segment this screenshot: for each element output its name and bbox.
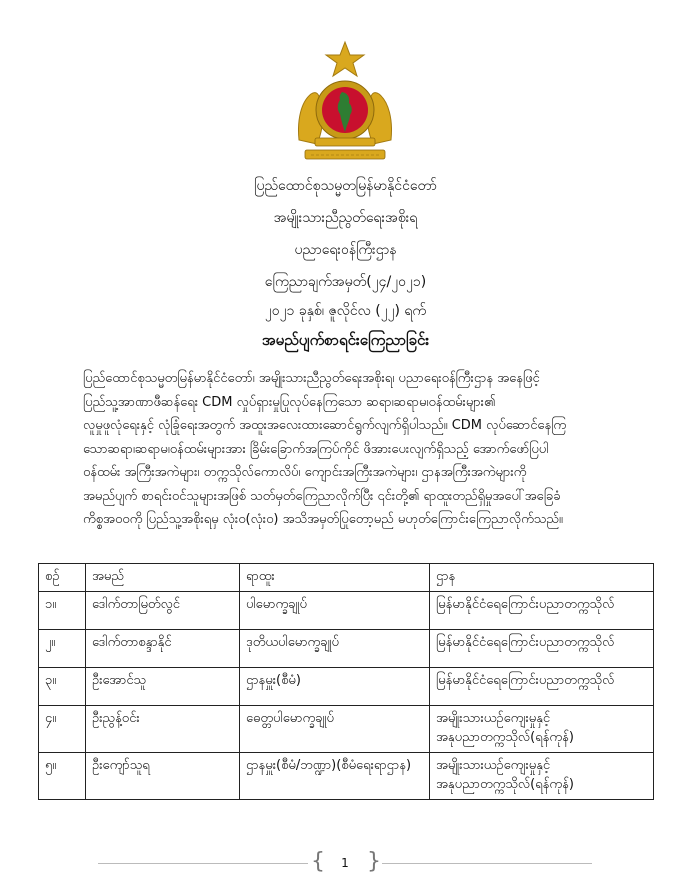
department-line: အမျိုးသားယဉ်ကျေးမှုနှင့် — [436, 758, 551, 773]
table-body — [39, 592, 654, 800]
cell-department — [430, 706, 654, 753]
header-country: ပြည်ထောင်စုသမ္မတမြန်မာနိုင်ငံတော် — [254, 178, 437, 194]
blacklist-table — [38, 563, 654, 800]
cell-serial: ၂။ — [39, 630, 86, 668]
cell-department — [430, 668, 654, 706]
body-line: ဝန်ထမ်း အကြီးအကဲများ၊ တက္ကသိုလ်ကောလိပ်၊ ကျောင်းအကြီးအကဲများ၊ ဌာနအကြီးအကဲများကို — [83, 465, 527, 480]
department-line: အမျိုးသားယဉ်ကျေးမှုနှင့် — [436, 711, 551, 726]
cell-name: ဦးအောင်သူ — [86, 668, 240, 706]
header-council: အမျိုးသားညီညွတ်ရေးအစိုးရ — [273, 210, 418, 226]
cell-serial: ၁။ — [39, 592, 86, 630]
body-line: ပြည်သူ့အာဏာဖီဆန်ရေး CDM လှုပ်ရှားမှုပြုလုပ်နေကြသော ဆရာ၊ဆရာမ၊ဝန်ထမ်းများ၏ — [83, 394, 496, 410]
cell-position: ဌာနမှူး(စီမံ) — [240, 668, 430, 706]
body-line: ပြည်ထောင်စုသမ္မတမြန်မာနိုင်ငံတော်၊ အမျိုးသားညီညွတ်ရေးအစိုးရ၊ ပညာရေးဝန်ကြီးဌာန အနေဖြင့် — [83, 371, 540, 386]
table-row — [39, 668, 654, 706]
header-serial: စဉ် — [39, 564, 86, 592]
department-line: မြန်မာနိုင်ငံရေကြောင်းပညာတက္ကသိုလ် — [436, 673, 615, 688]
emblem-star-icon — [326, 42, 364, 76]
page-number: 1 — [341, 856, 349, 870]
body-paragraph — [83, 367, 608, 532]
body-line: သောဆရာ၊ဆရာမ၊ဝန်ထမ်းများအား ခြိမ်းခြောက်အကြပ်ကိုင် ဖိအားပေးလျက်ရှိသည့် အောက်ဖော်ပြပါ — [83, 441, 549, 457]
announcement-number: ကြေညာချက်အမှတ်(၂၄/၂၀၂၁) — [264, 274, 427, 290]
department-line: မြန်မာနိုင်ငံရေကြောင်းပညာတက္ကသိုလ် — [436, 597, 615, 612]
table-row — [39, 592, 654, 630]
cell-serial: ၅။ — [39, 753, 86, 800]
cell-position: ဓေတ္တပါမောက္ခချုပ် — [240, 706, 430, 753]
document-title: အမည်ပျက်စာရင်းကြေညာခြင်း — [261, 331, 430, 349]
cell-name: ဦးကျော်သူရ — [86, 753, 240, 800]
cell-name: ဒေါက်တာမြတ်လွင် — [86, 592, 240, 630]
footer-bracket-left-icon: { — [311, 849, 325, 874]
cell-name: ဦးညွန့်ဝင်း — [86, 706, 240, 753]
department-line: မြန်မာနိုင်ငံရေကြောင်းပညာတက္ကသိုလ် — [436, 635, 615, 650]
table-row — [39, 630, 654, 668]
cell-position: ပါမောက္ခချုပ် — [240, 592, 430, 630]
footer-rule-left — [98, 863, 308, 864]
footer-bracket-right-icon: } — [367, 849, 381, 874]
body-line: အမည်ပျက် စာရင်းဝင်သူများအဖြစ် သတ်မှတ်ကြေညာလိုက်ပြီး ၎င်းတို့၏ ရာထူးတည်ရှိမှုအပေါ်အခြေခံ — [83, 488, 561, 504]
footer-rule-right — [382, 863, 592, 864]
cell-department — [430, 630, 654, 668]
announcement-date: ၂၀၂၁ ခုနှစ်၊ ဇူလိုင်လ (၂၂) ရက် — [264, 303, 427, 319]
header-ministry: ပညာရေးဝန်ကြီးဌာန — [294, 242, 397, 258]
cell-department — [430, 753, 654, 800]
cell-name: ဒေါက်တာစန္ဒာနိုင် — [86, 630, 240, 668]
header-position: ရာထူး — [240, 564, 430, 592]
table-row — [39, 753, 654, 800]
state-emblem — [295, 40, 395, 165]
cell-serial: ၄။ — [39, 706, 86, 753]
header-name: အမည် — [86, 564, 240, 592]
table-header-row — [39, 564, 654, 592]
department-line: အနုပညာတက္ကသိုလ်(ရန်ကုန်) — [436, 730, 574, 745]
body-line: ကိစ္စအဝဝကို ပြည်သူ့အစိုးရမှ လုံးဝ(လုံးဝ) အသိအမှတ်ပြုတော့မည် မဟုတ်ကြောင်းကြေညာလိုက်သည်။ — [83, 512, 563, 527]
cell-position: ဌာနမှူး(စီမံ/ဘဏ္ဍာ)(စီမံရေးရာဌာန) — [240, 753, 430, 800]
cell-position: ဒုတိယပါမောက္ခချုပ် — [240, 630, 430, 668]
body-line: လူမှုဖူလုံရေးနှင့် လုံခြုံရေးအတွက် အထူးအလေးထားဆောင်ရွက်လျက်ရှိပါသည်။ CDM လုပ်ဆောင်နေကြ — [83, 418, 567, 433]
cell-serial: ၃။ — [39, 668, 86, 706]
cell-department — [430, 592, 654, 630]
department-line: အနုပညာတက္ကသိုလ်(ရန်ကုန်) — [436, 777, 574, 792]
table-row — [39, 706, 654, 753]
header-department: ဌာန — [430, 564, 654, 592]
